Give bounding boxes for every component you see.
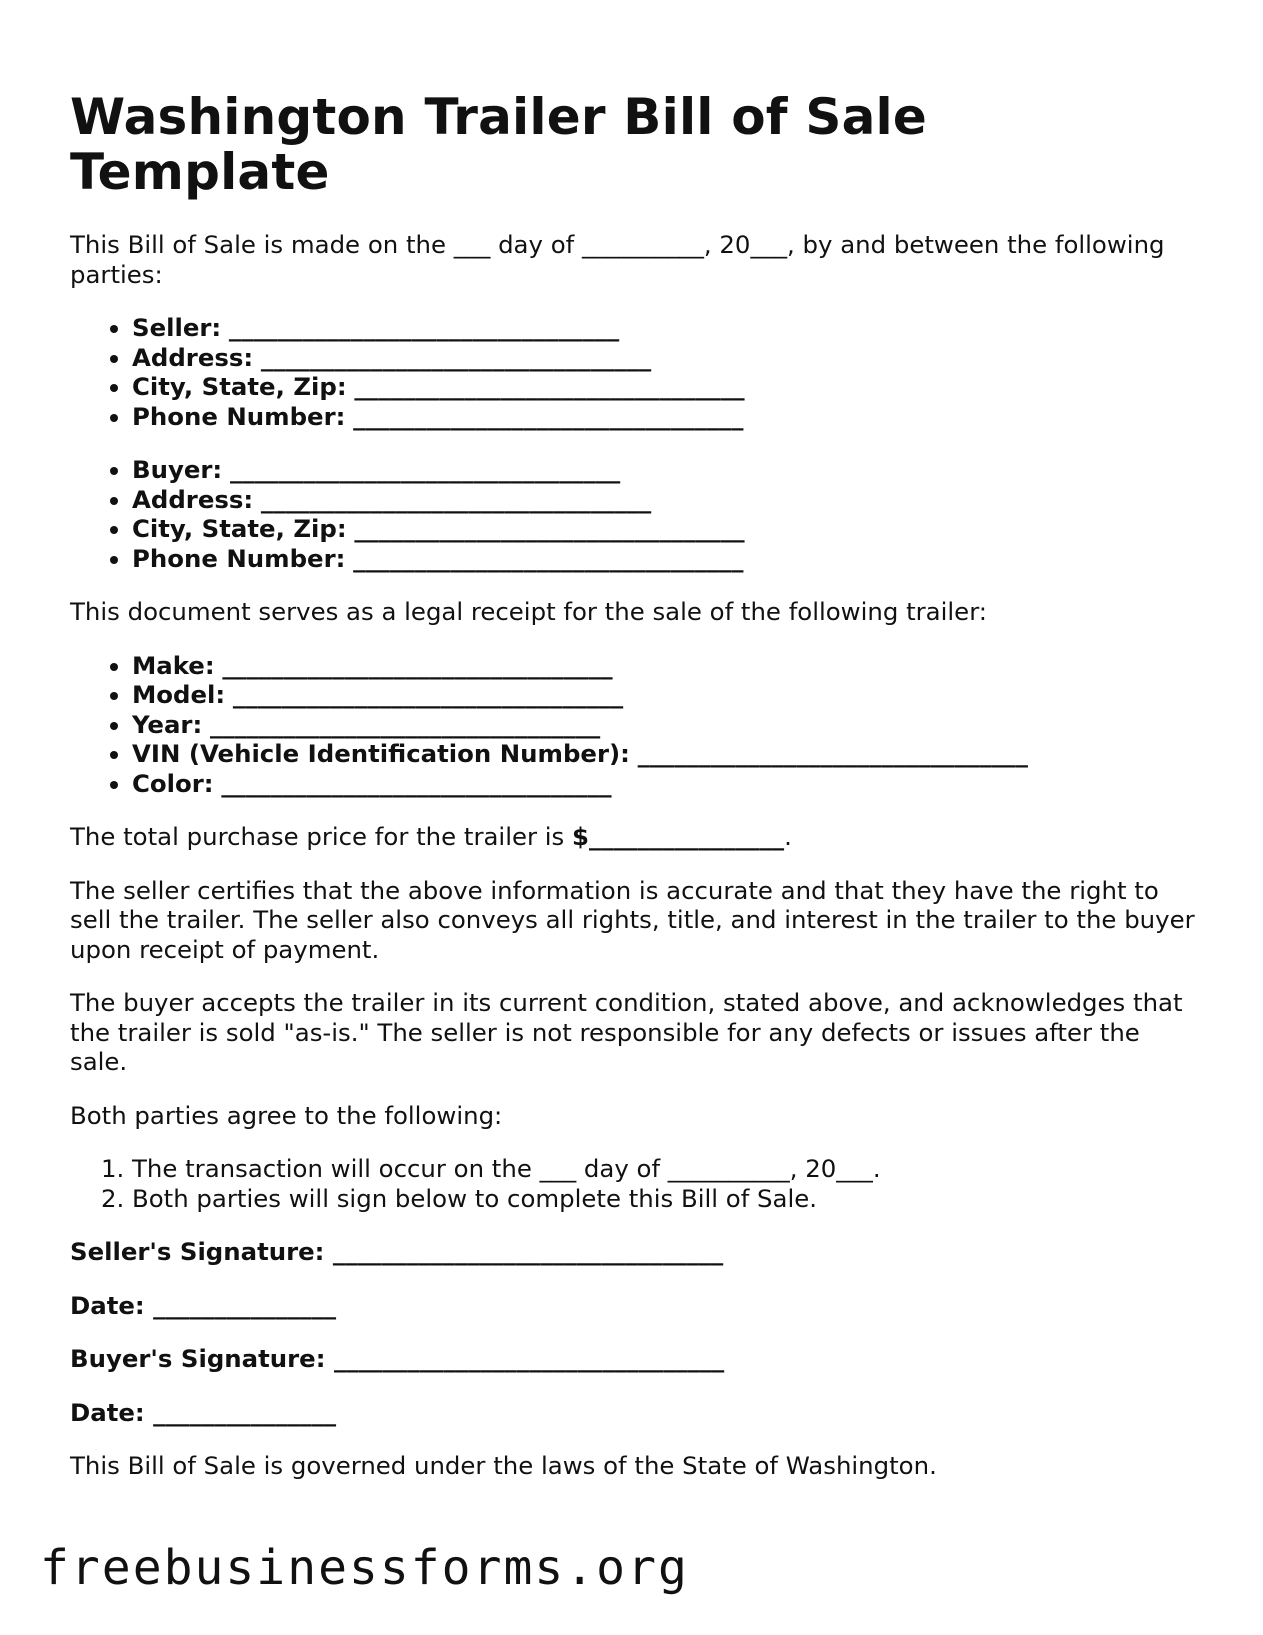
seller-fields-list	[70, 313, 1200, 431]
field-label: Model:	[132, 680, 226, 709]
field-blank[interactable]: ________________________________	[260, 342, 652, 372]
field-blank[interactable]: ________________________________	[354, 514, 745, 543]
field-blank[interactable]: ________________________________	[232, 680, 624, 709]
buyer-fields-list	[70, 455, 1200, 573]
field-blank[interactable]: ________________________________	[354, 372, 745, 401]
field-blank[interactable]: ________________________________	[222, 650, 613, 680]
list-item	[132, 651, 1200, 681]
governing-law: This Bill of Sale is governed under the laws of the State of Washington.	[70, 1451, 937, 1480]
list-item: 2. Both parties will sign below to complete this Bill of Sale.	[132, 1184, 1200, 1214]
field-label: Year:	[132, 709, 203, 739]
list-item	[132, 769, 1200, 799]
field-label: City, State, Zip:	[132, 514, 347, 543]
agreement-list	[70, 1154, 1200, 1213]
intro-paragraph: This Bill of Sale is made on the ___ day of __________, 20___, by and between the following parties:	[70, 230, 1165, 289]
price-suffix: .	[784, 822, 792, 851]
field-label: Make:	[132, 650, 215, 680]
document-title: Washington Trailer Bill of Sale Template	[70, 88, 927, 201]
list-item	[132, 313, 1200, 343]
list-item	[132, 739, 1200, 769]
list-item	[132, 402, 1200, 432]
trailer-fields-list	[70, 651, 1200, 799]
list-item: 1. The transaction will occur on the ___ day of __________, 20___.	[132, 1154, 1200, 1184]
field-blank[interactable]: ________________________________	[260, 484, 652, 514]
list-item	[132, 710, 1200, 740]
buyer-acceptance: The buyer accepts the trailer in its current condition, stated above, and acknowledges that the trailer is sold "as-is." The seller is not responsible for any defects or issues after the sale.	[70, 988, 1183, 1076]
field-blank[interactable]: ________________________________	[353, 401, 744, 431]
list-item	[132, 680, 1200, 710]
seller-signature-line[interactable]: Seller's Signature: ________________________________	[70, 1237, 724, 1266]
trailer-intro: This document serves as a legal receipt for the sale of the following trailer:	[70, 597, 988, 626]
field-label: Phone Number:	[132, 401, 346, 431]
field-label: Color:	[132, 768, 214, 798]
list-item	[132, 455, 1200, 485]
field-label: City, State, Zip:	[132, 372, 347, 401]
field-blank[interactable]: ________________________________	[209, 709, 601, 739]
agreement-intro: Both parties agree to the following:	[70, 1100, 503, 1130]
list-item	[132, 343, 1200, 373]
field-label: Address:	[132, 484, 254, 514]
seller-certification: The seller certifies that the above information is accurate and that they have the right to sell the trailer. The seller also conveys all rights, title, and interest in the trailer to the buyer upon receipt of payment.	[70, 875, 1195, 964]
buyer-signature-line[interactable]: Buyer's Signature: ________________________________	[70, 1344, 725, 1373]
list-item	[132, 544, 1200, 574]
seller-date-line[interactable]: Date: _______________	[70, 1290, 337, 1320]
field-label: Address:	[132, 342, 254, 372]
watermark-brand: freebusinessforms.org	[40, 1540, 689, 1596]
field-blank[interactable]: ________________________________	[221, 768, 612, 798]
field-blank[interactable]: ________________________________	[637, 739, 1028, 768]
list-item	[132, 372, 1200, 402]
price-prefix: The total purchase price for the trailer is	[70, 822, 572, 851]
field-blank[interactable]: ________________________________	[353, 543, 744, 573]
list-item	[132, 514, 1200, 544]
price-paragraph	[70, 822, 1200, 852]
document-page	[70, 80, 1200, 1505]
list-item	[132, 485, 1200, 515]
field-blank[interactable]: ________________________________	[228, 313, 620, 342]
price-blank[interactable]: $________________	[572, 822, 785, 851]
field-label: Seller:	[132, 313, 222, 342]
field-label: VIN (Vehicle Identification Number):	[132, 739, 630, 768]
buyer-date-line[interactable]: Date: _______________	[70, 1397, 337, 1427]
field-label: Phone Number:	[132, 543, 346, 573]
field-blank[interactable]: ________________________________	[229, 455, 621, 484]
field-label: Buyer:	[132, 455, 223, 484]
